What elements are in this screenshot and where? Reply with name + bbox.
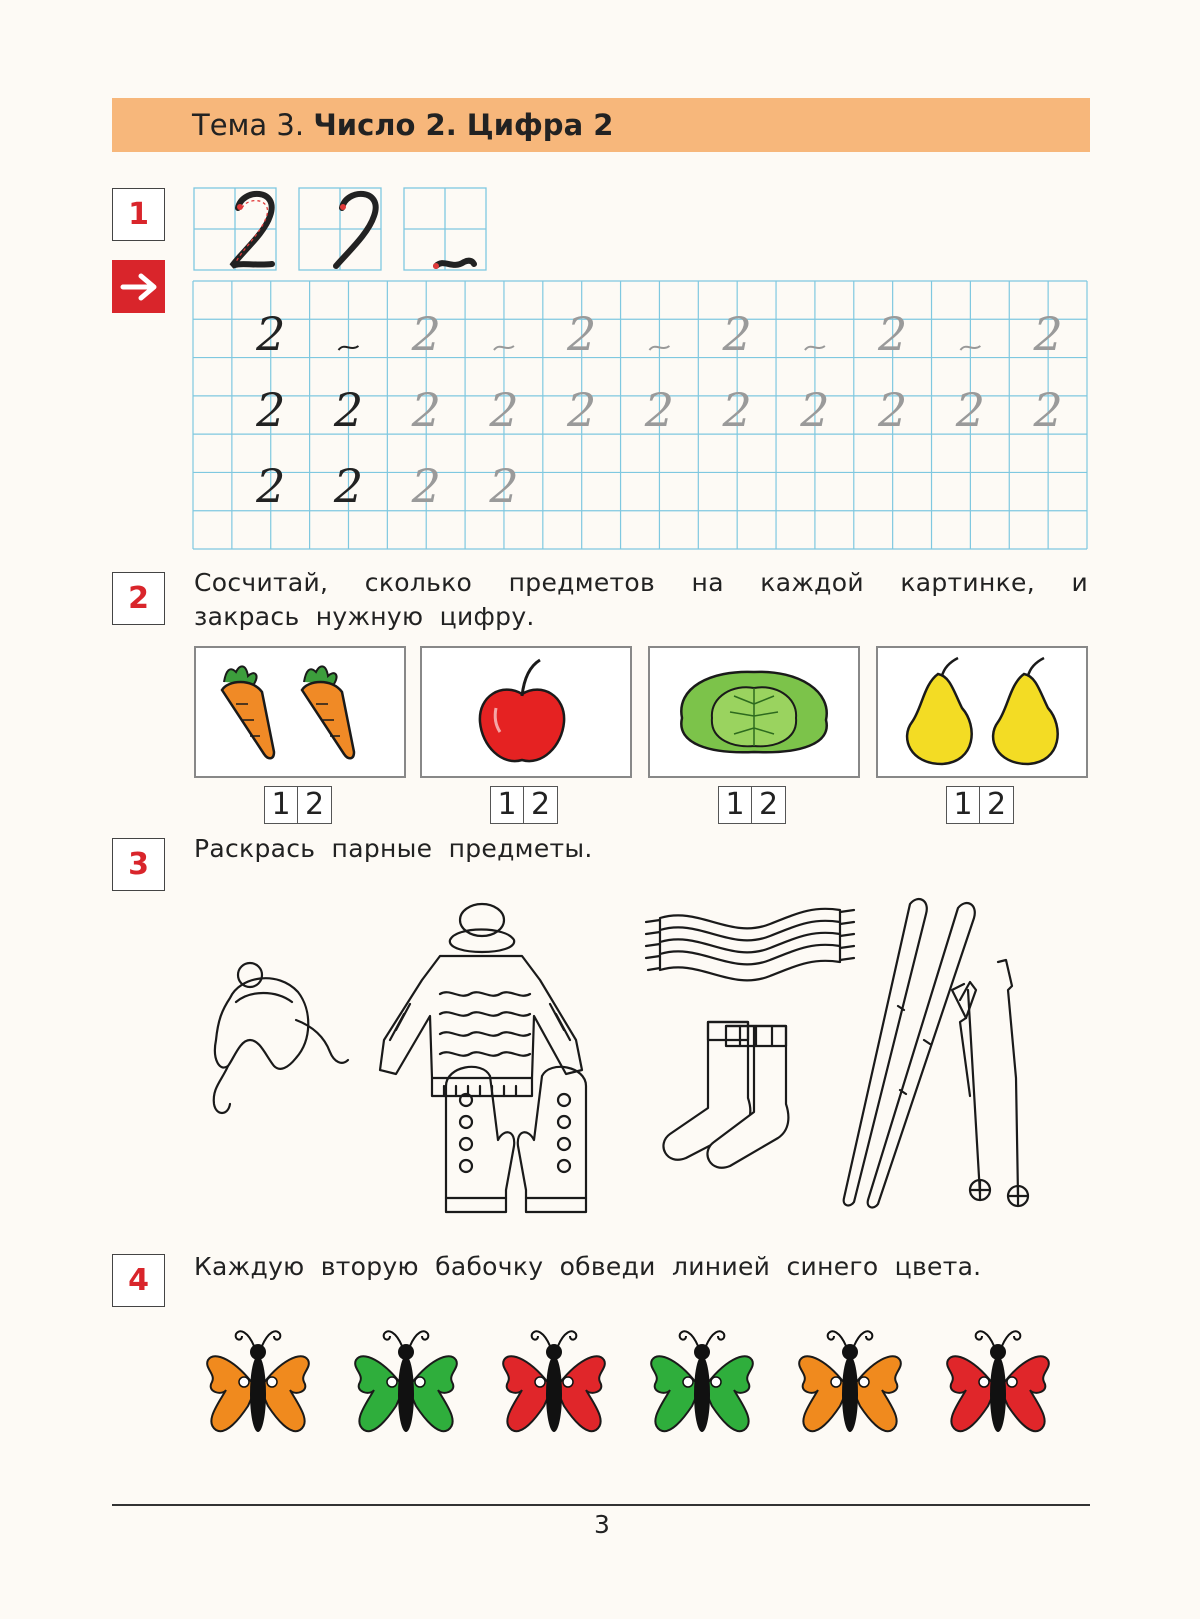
task3-instruction: Раскрась парные предметы. bbox=[194, 834, 593, 863]
practice-digit-lead: 2 bbox=[722, 307, 752, 361]
practice-digit: 2 bbox=[333, 459, 364, 513]
hat-icon bbox=[214, 963, 348, 1113]
answer-choice-apple[interactable] bbox=[490, 786, 558, 824]
answer-digit-1[interactable]: 1 bbox=[946, 786, 980, 824]
task-number-1: 1 bbox=[112, 188, 165, 241]
topic-title: Тема 3. Число 2. Цифра 2 bbox=[192, 108, 614, 142]
answer-choice-pears[interactable] bbox=[946, 786, 1014, 824]
pear-icon bbox=[878, 648, 1086, 776]
practice-digit-lead: 2 bbox=[411, 307, 441, 361]
practice-digit: 2 bbox=[878, 383, 908, 437]
practice-digit: 2 bbox=[722, 383, 752, 437]
answer-choice-carrots[interactable] bbox=[264, 786, 332, 824]
answer-digit-1[interactable]: 1 bbox=[264, 786, 298, 824]
practice-digit: 2 bbox=[256, 459, 286, 513]
arrow-right-icon bbox=[112, 260, 165, 313]
practice-digit: 2 bbox=[333, 383, 364, 437]
answer-digit-2[interactable]: 2 bbox=[298, 786, 332, 824]
skis-icon bbox=[844, 899, 1028, 1207]
practice-digit: 2 bbox=[567, 383, 597, 437]
practice-digit: 2 bbox=[644, 383, 675, 437]
apple-icon bbox=[422, 648, 630, 776]
practice-digit: 2 bbox=[411, 459, 441, 513]
practice-digit: 2 bbox=[489, 383, 519, 437]
butterfly-icon[interactable] bbox=[207, 1331, 309, 1432]
practice-digit: 2 bbox=[411, 383, 441, 437]
socks-icon bbox=[663, 1022, 788, 1168]
practice-digit: 2 bbox=[1033, 383, 1063, 437]
cabbage-icon bbox=[650, 648, 858, 776]
task2-instruction: Сосчитай, сколько предметов на каждой картинке, и закрась нужную цифру. bbox=[194, 568, 1088, 631]
butterfly-icon[interactable] bbox=[503, 1331, 605, 1432]
practice-digit: 2 bbox=[955, 383, 986, 437]
practice-digit-lead: 2 bbox=[567, 307, 597, 361]
answer-digit-2[interactable]: 2 bbox=[524, 786, 558, 824]
paired-items-illustration bbox=[200, 890, 1100, 1220]
butterfly-icon[interactable] bbox=[799, 1331, 901, 1432]
task-number-4: 4 bbox=[112, 1254, 165, 1307]
answer-digit-2[interactable]: 2 bbox=[752, 786, 786, 824]
butterfly-icon[interactable] bbox=[947, 1331, 1049, 1432]
practice-digit: 2 bbox=[489, 459, 519, 513]
digit-practice-grid bbox=[192, 280, 1088, 550]
butterfly-row bbox=[196, 1322, 1096, 1452]
practice-digit: 2 bbox=[256, 383, 286, 437]
practice-digit: 2 bbox=[800, 383, 830, 437]
answer-digit-1[interactable]: 1 bbox=[718, 786, 752, 824]
butterfly-icon[interactable] bbox=[651, 1331, 753, 1432]
digit-sample-cells bbox=[190, 186, 490, 274]
picture-apple bbox=[420, 646, 632, 778]
picture-pears bbox=[876, 646, 1088, 778]
butterfly-icon[interactable] bbox=[355, 1331, 457, 1432]
picture-carrots bbox=[194, 646, 406, 778]
answer-choice-cabbage[interactable] bbox=[718, 786, 786, 824]
footer-divider bbox=[112, 1504, 1090, 1506]
practice-digit-lead: 2 bbox=[878, 307, 908, 361]
task-number-3: 3 bbox=[112, 838, 165, 891]
page-number: 3 bbox=[594, 1510, 610, 1539]
task-number-2: 2 bbox=[112, 572, 165, 625]
picture-cabbage bbox=[648, 646, 860, 778]
answer-digit-2[interactable]: 2 bbox=[980, 786, 1014, 824]
answer-digit-1[interactable]: 1 bbox=[490, 786, 524, 824]
task4-instruction: Каждую вторую бабочку обведи линией синего цвета. bbox=[194, 1252, 982, 1281]
scarf-icon bbox=[646, 909, 854, 981]
practice-digit-lead: 2 bbox=[1033, 307, 1063, 361]
practice-digit-lead: 2 bbox=[256, 307, 286, 361]
carrot-icon bbox=[196, 648, 404, 776]
